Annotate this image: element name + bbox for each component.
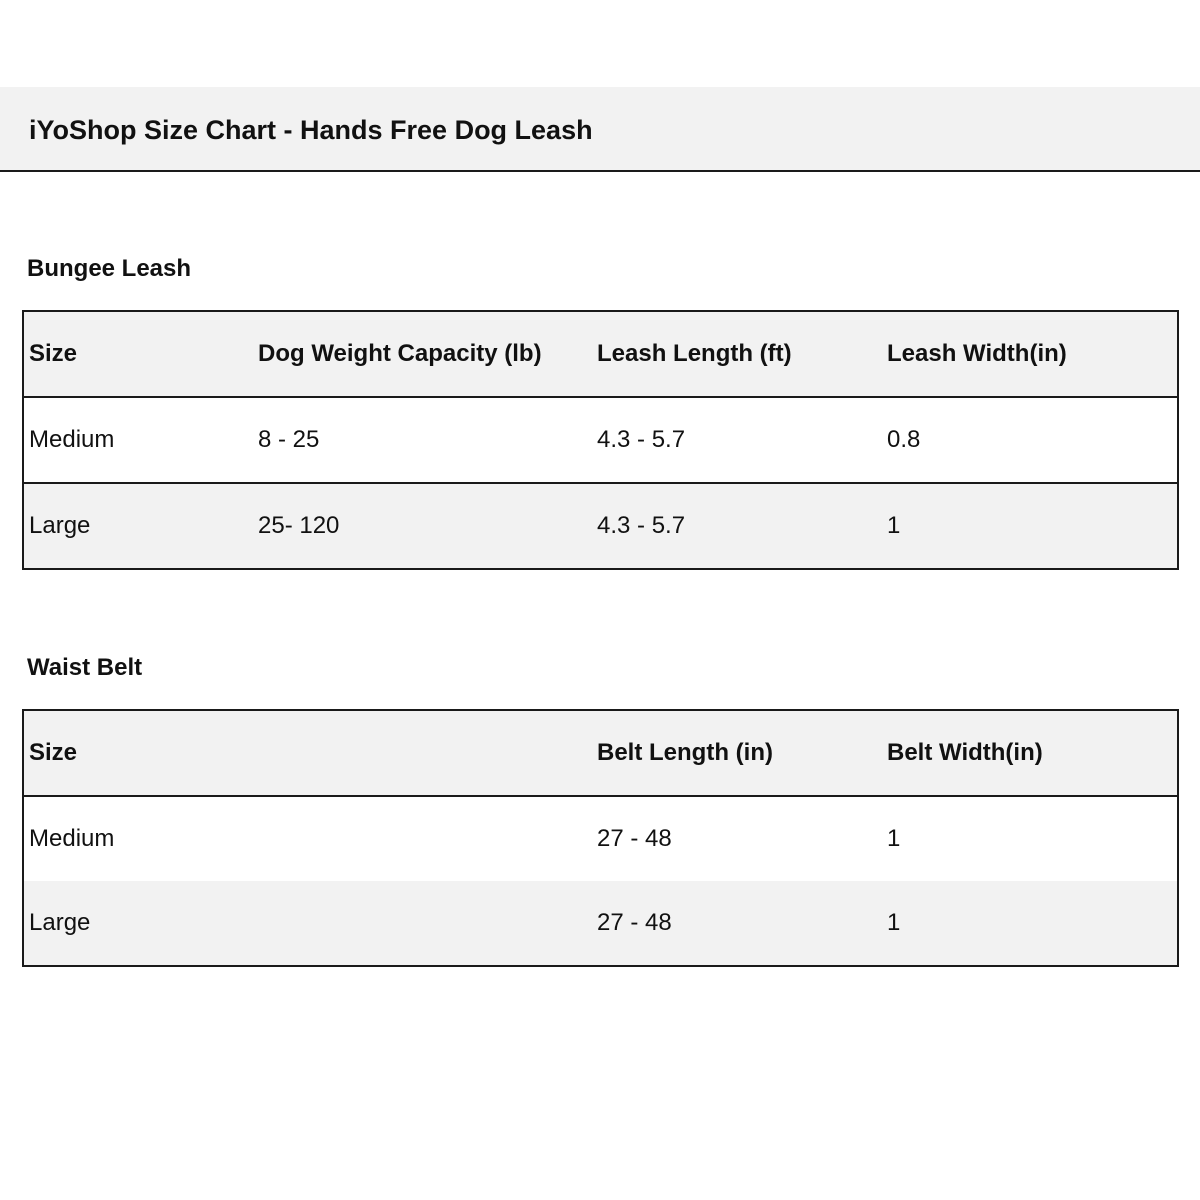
- table-header-row: [23, 710, 1178, 796]
- table-row: [23, 483, 1178, 569]
- column-header-size: Size: [23, 311, 253, 397]
- cell-size: Large: [23, 881, 253, 966]
- column-header-leash-width: Leash Width(in): [882, 311, 1178, 397]
- waist-belt-table: [22, 709, 1179, 967]
- bungee-leash-table: [22, 310, 1179, 570]
- table-header-row: [23, 311, 1178, 397]
- cell-belt-width: 1: [882, 796, 1178, 881]
- cell-empty: [253, 796, 592, 881]
- cell-dog-weight: 8 - 25: [253, 397, 592, 483]
- column-header-empty: [253, 710, 592, 796]
- cell-empty: [253, 881, 592, 966]
- table-row: [23, 881, 1178, 966]
- waist-belt-heading: Waist Belt: [27, 654, 143, 681]
- cell-belt-length: 27 - 48: [592, 881, 882, 966]
- title-bar: [0, 87, 1200, 172]
- column-header-belt-length: Belt Length (in): [592, 710, 882, 796]
- cell-size: Medium: [23, 796, 253, 881]
- column-header-dog-weight: Dog Weight Capacity (lb): [253, 311, 592, 397]
- cell-size: Large: [23, 483, 253, 569]
- table-row: [23, 397, 1178, 483]
- cell-leash-length: 4.3 - 5.7: [592, 397, 882, 483]
- cell-belt-length: 27 - 48: [592, 796, 882, 881]
- page-title: iYoShop Size Chart - Hands Free Dog Leash: [29, 115, 593, 145]
- cell-belt-width: 1: [882, 881, 1178, 966]
- cell-leash-width: 1: [882, 483, 1178, 569]
- cell-size: Medium: [23, 397, 253, 483]
- cell-dog-weight: 25- 120: [253, 483, 592, 569]
- column-header-belt-width: Belt Width(in): [882, 710, 1178, 796]
- column-header-leash-length: Leash Length (ft): [592, 311, 882, 397]
- cell-leash-width: 0.8: [882, 397, 1178, 483]
- table-row: [23, 796, 1178, 881]
- column-header-size: Size: [23, 710, 253, 796]
- bungee-leash-heading: Bungee Leash: [27, 255, 192, 282]
- cell-leash-length: 4.3 - 5.7: [592, 483, 882, 569]
